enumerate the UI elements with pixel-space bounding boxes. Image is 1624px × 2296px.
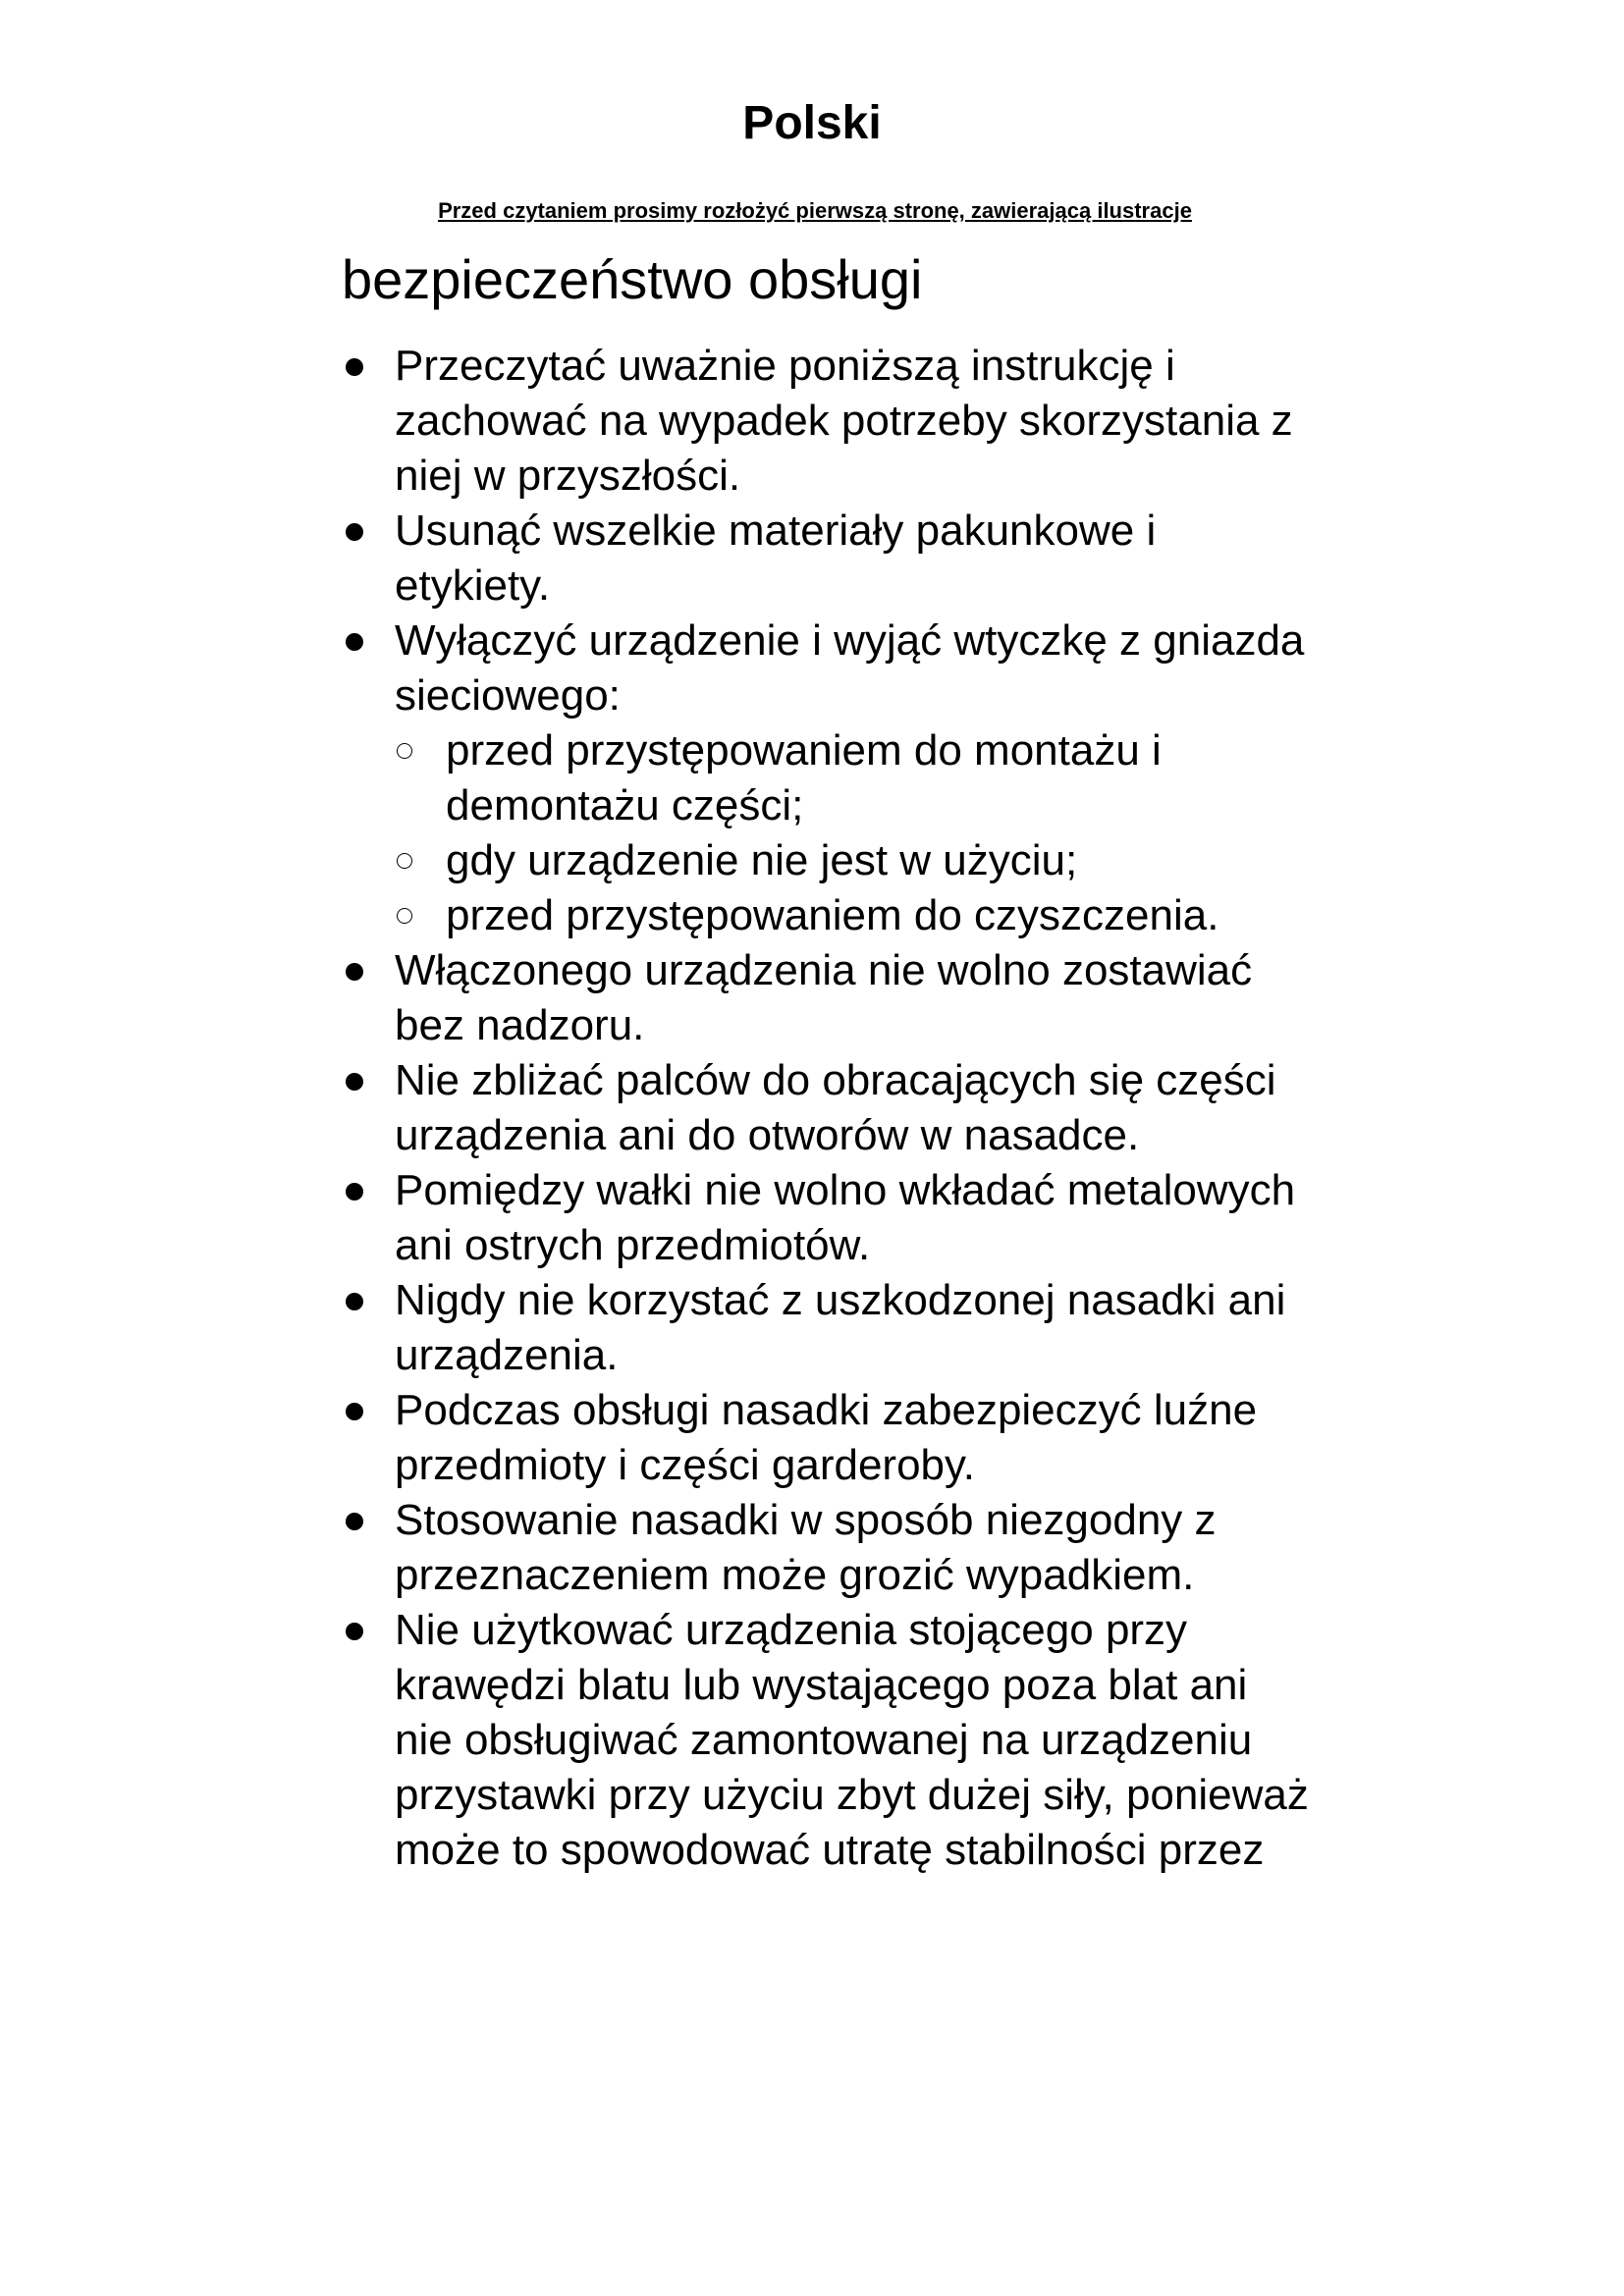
list-item [342,339,1314,504]
page-title: Polski [742,97,882,149]
sub-list-item-text: przed przystępowaniem do montażu i demontażu części; [446,726,1162,829]
bullet-icon [346,358,363,376]
hollow-bullet-icon [397,908,412,924]
section-heading: bezpieczeństwo obsługi [342,248,923,310]
safety-list [342,339,1314,1878]
bullet-icon [346,1403,363,1420]
list-item-text: Podczas obsługi nasadki zabezpieczyć luźne przedmioty i części garderoby. [395,1386,1258,1489]
list-item-text: Nie zbliżać palców do obracających się części urządzenia ani do otworów w nasadce. [395,1056,1276,1159]
list-item [342,1383,1314,1493]
bullet-icon [346,1293,363,1310]
list-item [342,1603,1314,1878]
bullet-icon [346,963,363,981]
list-item-text: Nie użytkować urządzenia stojącego przy krawędzi blatu lub wystającego poza blat ani nie obsługiwać zamontowanej na urządzeniu przystawki przy użyciu zbyt dużej siły, ponieważ może to spowodować utratę stabilności przez [395,1606,1309,1874]
sub-list-item-text: gdy urządzenie nie jest w użyciu; [446,836,1078,884]
bullet-icon [346,1183,363,1201]
list-item-text: Pomiędzy wałki nie wolno wkładać metalowych ani ostrych przedmiotów. [395,1166,1296,1269]
sub-list [395,723,1314,943]
bullet-icon [346,1513,363,1530]
list-item-text: Włączonego urządzenia nie wolno zostawiać bez nadzoru. [395,946,1253,1049]
list-item-text: Stosowanie nasadki w sposób niezgodny z przeznaczeniem może grozić wypadkiem. [395,1496,1217,1599]
list-item [342,943,1314,1053]
bullet-icon [346,633,363,651]
bullet-icon [346,1623,363,1640]
bullet-icon [346,523,363,541]
list-item [342,1273,1314,1383]
fold-out-note: Przed czytaniem prosimy rozłożyć pierwszą stronę, zawierającą ilustracje [438,198,1192,223]
hollow-bullet-icon [397,853,412,869]
list-item [342,1053,1314,1163]
list-item-text: Wyłączyć urządzenie i wyjąć wtyczkę z gniazda sieciowego: [395,616,1305,720]
list-item-text: Przeczytać uważnie poniższą instrukcję i zachować na wypadek potrzeby skorzystania z niej w przyszłości. [395,342,1293,500]
sub-list-item-text: przed przystępowaniem do czyszczenia. [446,891,1219,939]
list-item [342,1493,1314,1603]
list-item [342,1163,1314,1273]
sub-list-item [395,888,1314,943]
list-item [342,614,1314,943]
list-item [342,504,1314,614]
list-item-text: Usunąć wszelkie materiały pakunkowe i etykiety. [395,507,1157,610]
hollow-bullet-icon [397,743,412,759]
bullet-icon [346,1073,363,1091]
list-item-text: Nigdy nie korzystać z uszkodzonej nasadki ani urządzenia. [395,1276,1286,1379]
sub-list-item [395,723,1314,833]
sub-list-item [395,833,1314,888]
